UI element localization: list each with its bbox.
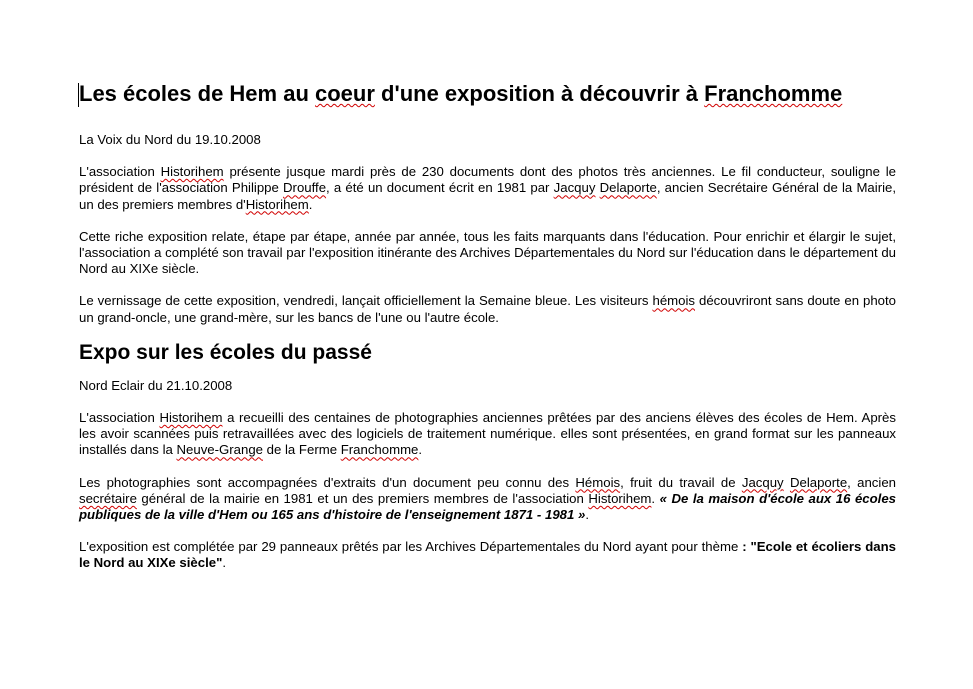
misspelled-word: Historihem (160, 164, 224, 180)
text: de la Ferme (263, 442, 341, 458)
misspelled-word: coeur (315, 81, 375, 106)
quoted-title: « De la maison d'école aux 16 écoles publiques de la ville d'Hem ou 165 ans d'histoire de l'enseignement 1871 - 1981 » (79, 490, 897, 523)
article2-title: Expo sur les écoles du passé (79, 340, 372, 364)
misspelled-word: secrétaire (79, 490, 137, 506)
text: , ancien Secrétaire Général de la Mairie, un des premiers membres d' (79, 180, 897, 212)
text: . (585, 507, 589, 523)
text: . (418, 442, 423, 458)
article1-paragraph-2: Cette riche exposition relate, étape par étape, année par année, tous les faits marquants dans l'éducation. Pour enrichir et élargir le sujet, l'association a complété son travail par l'exposition itinérante des Archives Départementales du Nord sur l'éducation dans le département du Nord au XIXe siècle. (79, 228, 896, 277)
article2-paragraph-3 (79, 539, 896, 571)
misspelled-word: Delaporte (599, 180, 657, 196)
text: , a été un document écrit en 1981 par (326, 180, 554, 196)
misspelled-word: Historihem (245, 196, 309, 212)
text: général de la mairie en 1981 et un des premiers membres de l'association (136, 490, 589, 506)
text: L'exposition est complétée par 29 panneaux prêtés par les Archives Départementales du Nord ayant pour thème (79, 539, 743, 555)
article2-paragraph-2 (79, 475, 896, 524)
misspelled-word: Neuve-Grange (176, 442, 263, 458)
article2-source: Nord Eclair du 21.10.2008 (79, 377, 233, 393)
misspelled-word: Jacquy (553, 180, 596, 196)
misspelled-word: Hémois (575, 474, 621, 490)
text: . (308, 196, 313, 212)
article1-paragraph-3 (79, 293, 896, 325)
text: présente jusque mardi près de 230 documents dont des photos très anciennes. Le fil conducteur, souligne le président de l'association Philippe (79, 164, 896, 196)
misspelled-word: Jacquy (741, 474, 784, 490)
article1-paragraph-1 (79, 164, 896, 213)
misspelled-word: Franchomme (704, 81, 843, 106)
text: . (222, 555, 226, 571)
text: L'association (79, 164, 161, 180)
text: , fruit du travail de (620, 474, 742, 490)
theme-text: : "Ecole et écoliers dans le Nord au XIXe siècle" (79, 539, 896, 571)
text: a recueilli des centaines de photographies anciennes prêtées par des anciens élèves des écoles de Hem. Après les avoir scannées puis retravaillées avec des logiciels de traitement numérique. elles sont présentées, en grand format sur les panneaux installés dans la (79, 410, 896, 458)
misspelled-word: Franchomme (340, 442, 419, 458)
text: Le vernissage de cette exposition, vendredi, lançait officiellement la Semaine bleue. Les visiteurs (79, 293, 653, 309)
misspelled-word: Historihem (159, 410, 223, 426)
article1-source: La Voix du Nord du 19.10.2008 (79, 132, 261, 147)
title-text: d'une exposition à découvrir à (374, 81, 705, 106)
text: découvriront sans doute en photo un grand-oncle, une grand-mère, sur les bancs de l'une ou l'autre école. (79, 293, 897, 325)
text: Les photographies sont accompagnées d'extraits d'un document peu connu des (79, 474, 576, 490)
misspelled-word: Drouffe (283, 180, 327, 196)
text: , ancien (847, 474, 896, 490)
text: L'association (79, 410, 160, 426)
text: . (651, 490, 660, 506)
misspelled-word: Historihem (588, 490, 652, 506)
document-page[interactable] (79, 80, 896, 572)
misspelled-word: hémois (652, 293, 695, 309)
article1-title (79, 80, 896, 108)
article2-paragraph-1 (79, 410, 896, 459)
misspelled-word: Delaporte (789, 474, 848, 490)
title-text: Les écoles de Hem au (79, 81, 315, 106)
